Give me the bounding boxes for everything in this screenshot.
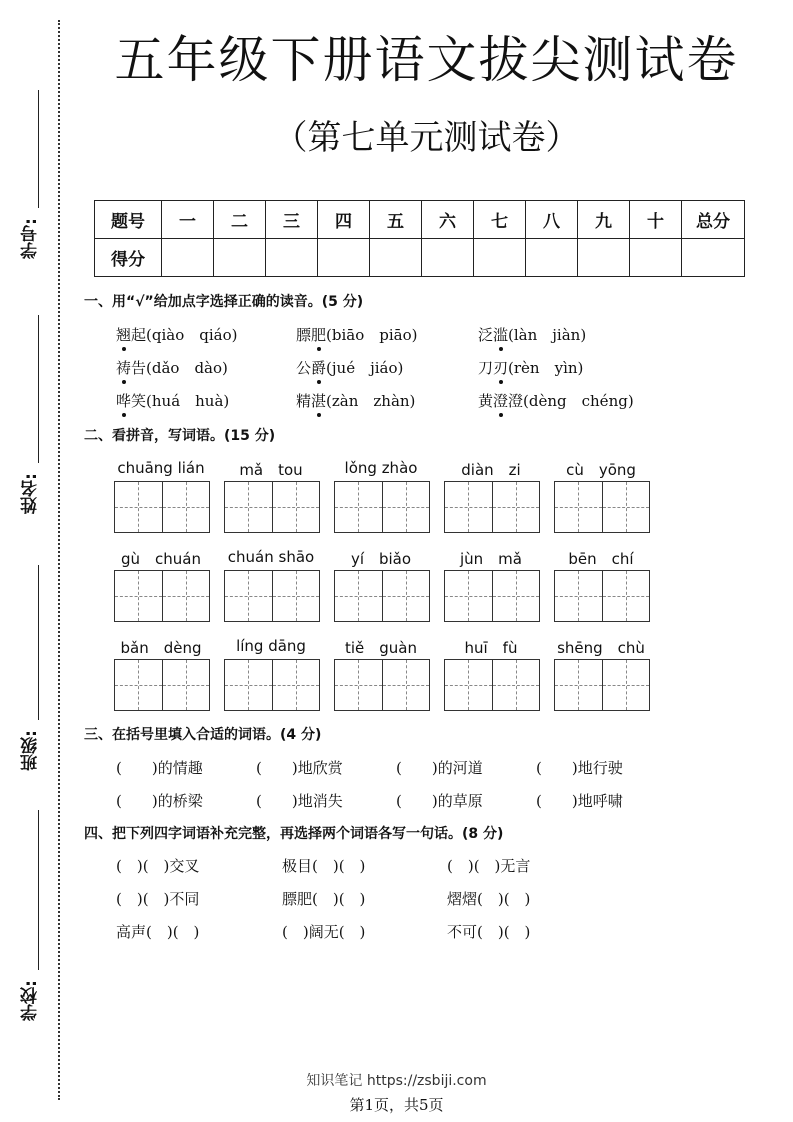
pinyin-label: shēng chù: [557, 639, 645, 657]
name-blank[interactable]: [38, 315, 39, 463]
q4-idiom-blank[interactable]: ( )阔无( ): [282, 923, 366, 941]
page-number: 第1页，共5页: [349, 1096, 444, 1114]
score-header-cell: 总分: [682, 201, 745, 239]
score-header-cell: 六: [422, 201, 474, 239]
score-table: [94, 200, 745, 277]
score-header-cell: 题号: [95, 201, 162, 239]
page-title: 五年级下册语文拔尖测试卷: [114, 31, 739, 89]
score-input-cell[interactable]: [682, 239, 745, 277]
q1-item: 精湛(zàn zhàn): [296, 392, 416, 410]
q3-fill-blank[interactable]: ( )的情趣: [116, 759, 203, 777]
score-header-cell: 十: [630, 201, 682, 239]
score-header-cell: 七: [474, 201, 526, 239]
score-header-cell: 八: [526, 201, 578, 239]
character-box[interactable]: [554, 570, 650, 622]
q4-heading: 四、把下列四字词语补充完整，再选择两个词语各写一句话。(8 分): [84, 826, 504, 842]
q3-fill-blank[interactable]: ( )地消失: [256, 792, 343, 810]
score-input-cell[interactable]: [214, 239, 266, 277]
q4-idiom-blank[interactable]: 熠熠( )( ): [447, 890, 531, 908]
q3-fill-blank[interactable]: ( )地呼啸: [536, 792, 623, 810]
character-box[interactable]: [114, 659, 210, 711]
pinyin-label: líng dāng: [236, 637, 306, 655]
score-table-score-row: [95, 239, 745, 277]
pinyin-label: cù yōng: [566, 461, 636, 479]
score-input-cell[interactable]: [370, 239, 422, 277]
score-header-cell: 三: [266, 201, 318, 239]
student-id-blank[interactable]: [38, 90, 39, 208]
character-box[interactable]: [114, 570, 210, 622]
footer-watermark: 知识笔记 https://zsbiji.com: [306, 1073, 487, 1089]
score-header-cell: 一: [162, 201, 214, 239]
score-header-cell: 四: [318, 201, 370, 239]
score-input-cell[interactable]: [422, 239, 474, 277]
pinyin-label: tiě guàn: [344, 639, 417, 657]
q1-item: 膘肥(biāo piāo): [296, 326, 418, 344]
name-field[interactable]: [18, 315, 48, 525]
score-header-cell: 九: [578, 201, 630, 239]
score-table-header-row: [95, 201, 745, 239]
q3-fill-blank[interactable]: ( )的桥梁: [116, 792, 203, 810]
character-box[interactable]: [224, 481, 320, 533]
q1-item: 祷告(dǎo dào): [116, 359, 228, 377]
q4-idiom-blank[interactable]: ( )( )交叉: [116, 857, 200, 875]
character-box[interactable]: [444, 481, 540, 533]
q4-idiom-blank[interactable]: 不可( )( ): [447, 923, 531, 941]
score-header-cell: 五: [370, 201, 422, 239]
school-blank[interactable]: [38, 810, 39, 970]
class-blank[interactable]: [38, 565, 39, 720]
student-id-label: 学号:: [21, 218, 41, 259]
pinyin-label: chuán shāo: [227, 548, 315, 566]
pinyin-label: gù chuán: [121, 550, 201, 568]
score-header-cell: 二: [214, 201, 266, 239]
q4-idiom-blank[interactable]: ( )( )无言: [447, 857, 531, 875]
class-label: 班级:: [21, 730, 41, 771]
pinyin-label: diàn zi: [461, 461, 521, 479]
character-box[interactable]: [444, 659, 540, 711]
pinyin-label: jùn mǎ: [460, 550, 522, 568]
pinyin-label: chuāng lián: [117, 459, 205, 477]
class-field[interactable]: [18, 565, 48, 780]
q1-item: 公爵(jué jiáo): [296, 359, 404, 377]
pinyin-label: lǒng zhào: [344, 459, 418, 477]
score-input-cell[interactable]: [162, 239, 214, 277]
binding-dotted-line: [58, 20, 60, 1100]
student-id-field[interactable]: [18, 90, 48, 270]
q1-item: 哗笑(huá huà): [116, 392, 230, 410]
score-input-cell[interactable]: [474, 239, 526, 277]
q1-item: 刀刃(rèn yìn): [478, 359, 584, 377]
school-label: 学校:: [21, 980, 41, 1021]
q3-fill-blank[interactable]: ( )的草原: [396, 792, 483, 810]
pinyin-label: bēn chí: [568, 550, 634, 568]
q3-fill-blank[interactable]: ( )的河道: [396, 759, 483, 777]
pinyin-label: bǎn dèng: [120, 639, 202, 657]
character-box[interactable]: [224, 570, 320, 622]
score-input-cell[interactable]: [578, 239, 630, 277]
score-input-cell[interactable]: [318, 239, 370, 277]
q1-item: 翘起(qiào qiáo): [116, 326, 238, 344]
page-subtitle: （第七单元测试卷）: [273, 118, 580, 158]
character-box[interactable]: [334, 570, 430, 622]
character-box[interactable]: [334, 659, 430, 711]
score-row-label: 得分: [95, 239, 162, 277]
q1-item: 黄澄澄(dèng chéng): [478, 392, 634, 410]
q4-idiom-blank[interactable]: 高声( )( ): [116, 923, 200, 941]
q4-idiom-blank[interactable]: 膘肥( )( ): [282, 890, 366, 908]
pinyin-label: mǎ tou: [239, 461, 303, 479]
pinyin-label: huī fù: [464, 639, 518, 657]
score-input-cell[interactable]: [266, 239, 318, 277]
q1-item: 泛滥(làn jiàn): [478, 326, 587, 344]
character-box[interactable]: [334, 481, 430, 533]
character-box[interactable]: [114, 481, 210, 533]
q2-heading: 二、看拼音，写词语。(15 分): [84, 428, 276, 444]
q4-idiom-blank[interactable]: 极目( )( ): [282, 857, 366, 875]
school-field[interactable]: [18, 810, 48, 1030]
score-input-cell[interactable]: [630, 239, 682, 277]
character-box[interactable]: [554, 659, 650, 711]
character-box[interactable]: [224, 659, 320, 711]
q3-fill-blank[interactable]: ( )地欣赏: [256, 759, 343, 777]
character-box[interactable]: [444, 570, 540, 622]
q1-heading: 一、用“√”给加点字选择正确的读音。(5 分): [84, 294, 364, 310]
score-input-cell[interactable]: [526, 239, 578, 277]
q3-fill-blank[interactable]: ( )地行驶: [536, 759, 623, 777]
pinyin-label: yí biǎo: [350, 550, 412, 568]
name-label: 姓名:: [21, 473, 41, 514]
character-box[interactable]: [554, 481, 650, 533]
q3-heading: 三、在括号里填入合适的词语。(4 分): [84, 727, 322, 743]
q4-idiom-blank[interactable]: ( )( )不同: [116, 890, 200, 908]
